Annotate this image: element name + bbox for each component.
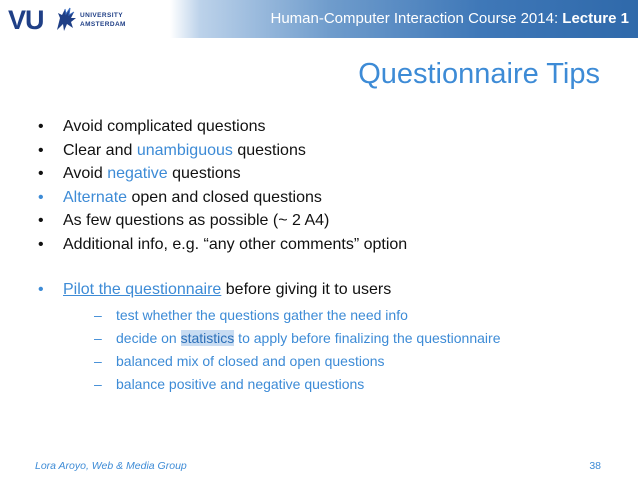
sub-bullet-text: test whether the questions gather the need info (116, 306, 408, 323)
sub-bullet-dash: – (94, 375, 102, 392)
bullet-item (38, 278, 618, 396)
highlight-text: Alternate (63, 188, 128, 206)
slide-title: Questionnaire Tips (358, 58, 600, 90)
bullet-text: open and closed questions (127, 188, 322, 206)
footer-author: Lora Aroyo, Web & Media Group (35, 460, 187, 472)
bullet-item (38, 186, 618, 210)
logo-line-university: UNIVERSITY (80, 12, 124, 19)
sub-bullet-dash: – (94, 352, 102, 369)
bullet-text: questions (167, 165, 241, 182)
logo-line-amsterdam: AMSTERDAM (80, 21, 126, 28)
sub-bullet-text: balanced mix of closed and open questions (116, 352, 385, 369)
bullet-dot: • (38, 141, 44, 159)
lecture-label: Lecture 1 (562, 10, 629, 27)
sub-bullet-item (63, 350, 618, 373)
highlight-text: unambiguous (136, 141, 233, 159)
bullet-item (38, 233, 618, 257)
bullet-dot: • (38, 235, 44, 253)
page-number: 38 (589, 460, 601, 472)
bullet-text: Avoid (63, 165, 108, 182)
bullet-dot: • (38, 281, 44, 298)
quote-mark: ” (353, 235, 360, 253)
logo-text (80, 11, 126, 29)
course-title-text: Human-Computer Interaction Course 2014: (270, 10, 563, 27)
logo-letters: VU (8, 5, 44, 35)
sub-bullet-text: to apply before finalizing the questionnaire (234, 329, 501, 346)
bullet-dot: • (38, 165, 44, 182)
bullet-dot: • (38, 118, 44, 135)
sub-bullet-dash: – (94, 306, 102, 323)
sub-bullet-text: decide on (116, 329, 181, 346)
quoted-text: any other comments (208, 235, 354, 253)
sub-bullet-item (63, 304, 618, 327)
bullet-item (38, 162, 618, 186)
quote-mark: “ (203, 235, 209, 253)
sub-bullet-text: balance positive and negative questions (116, 375, 365, 392)
bullet-dot: • (38, 188, 44, 206)
bullet-text: Clear and (63, 141, 137, 159)
bullet-text: questions (232, 141, 306, 159)
course-title (270, 10, 629, 27)
bullet-item (38, 115, 618, 139)
bullet-text: option (359, 235, 408, 253)
bullet-text: Avoid complicated questions (63, 118, 266, 135)
sub-bullet-list (63, 304, 618, 396)
sub-bullet-dash: – (94, 329, 102, 346)
bullet-dot: • (38, 212, 44, 229)
pilot-link[interactable]: Pilot the questionnaire (63, 281, 222, 298)
bullet-text: Additional info, e.g. (63, 235, 204, 253)
bullet-item (38, 209, 618, 233)
spacer (38, 256, 618, 278)
bullet-list (38, 115, 618, 396)
statistics-highlight: statistics (180, 329, 235, 346)
vu-logo (8, 6, 138, 36)
bullet-item (38, 139, 618, 163)
bullet-text: before giving it to users (221, 281, 392, 298)
griffin-icon (54, 6, 78, 34)
bullet-text: As few questions as possible (~ 2 A4) (63, 212, 330, 229)
sub-bullet-item (63, 373, 618, 396)
sub-bullet-item (63, 327, 618, 350)
highlight-text: negative (107, 165, 168, 182)
